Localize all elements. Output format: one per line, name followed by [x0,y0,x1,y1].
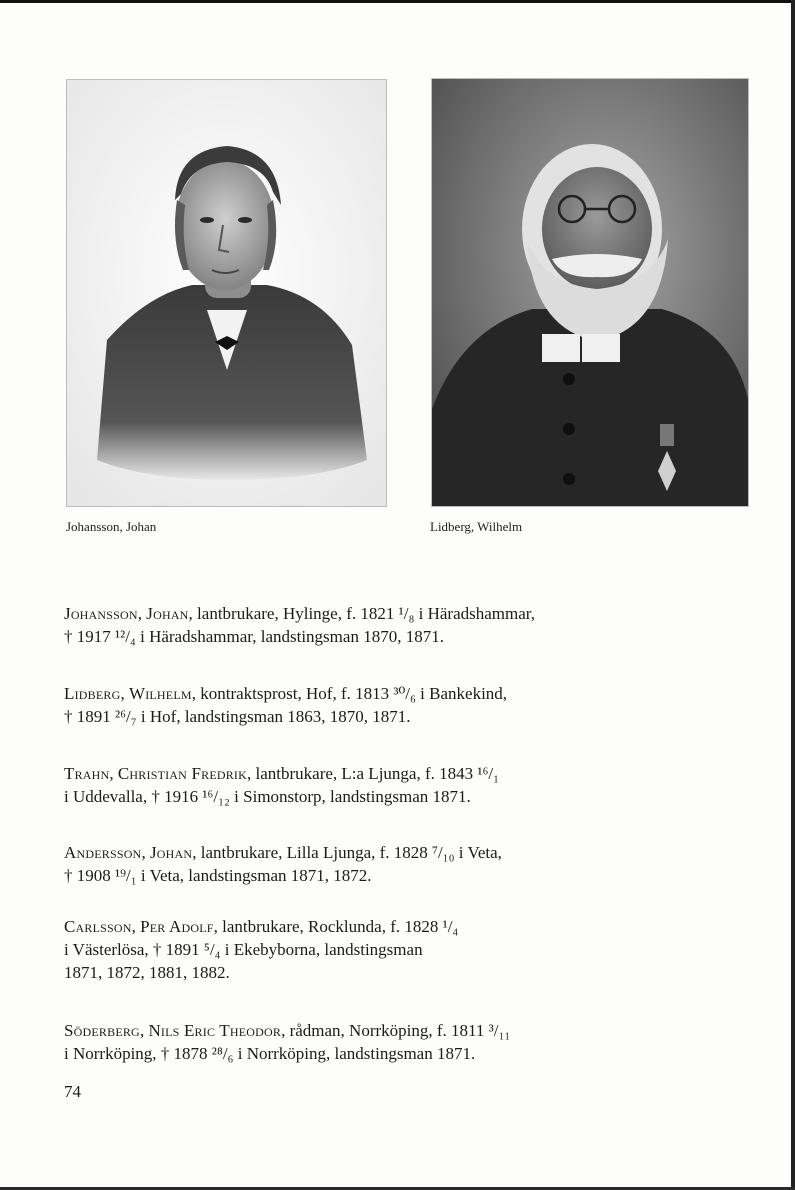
entry-line: Andersson, Johan, lantbrukare, Lilla Ljunga, f. 1828 ⁷/₁₀ i Veta, [64,843,502,862]
entry-line: i Uddevalla, † 1916 ¹⁶/₁₂ i Simonstorp, landstingsman 1871. [64,787,471,806]
entry-surname: Trahn [64,764,110,783]
entry-text: , rådman, Norrköping, f. 1811 ³/₁₁ [281,1021,511,1040]
entry-line: Lidberg, Wilhelm, kontraktsprost, Hof, f. 1813 ³⁰/₆ i Bankekind, [64,684,508,703]
entry-line: † 1908 ¹⁹/₁ i Veta, landstingsman 1871, 1872. [64,866,372,885]
page-number: 74 [64,1082,81,1101]
entry-surname: Andersson [64,843,142,862]
entry-text: , lantbrukare, Hylinge, f. 1821 ¹/₈ i Häradshammar, [188,604,536,623]
page-frame-right [791,0,795,1190]
photo-caption-right: Lidberg, Wilhelm [430,519,523,534]
entry-given-name: Christian Fredrik [117,764,247,783]
page-frame-top [0,0,795,3]
entry-text: , kontraktsprost, Hof, f. 1813 ³⁰/₆ i Bankekind, [191,684,508,703]
entry-given-name: Per Adolf [140,917,214,936]
photo-caption-left: Johansson, Johan [66,519,157,534]
entry-line: † 1891 ²⁶/₇ i Hof, landstingsman 1863, 1870, 1871. [64,707,411,726]
portrait-johansson [66,79,387,507]
entry-text: , lantbrukare, Rocklunda, f. 1828 ¹/₄ [213,917,459,936]
entry-line: Carlsson, Per Adolf, lantbrukare, Rocklunda, f. 1828 ¹/₄ [64,917,459,936]
entry-lidberg [64,682,584,728]
entry-andersson [64,841,584,887]
entry-surname: Söderberg [64,1021,140,1040]
entry-given-name: Johan [149,843,193,862]
entry-surname: Carlsson [64,917,132,936]
entry-line: Johansson, Johan, lantbrukare, Hylinge, f. 1821 ¹/₈ i Häradshammar, [64,604,536,623]
portrait-lidberg [431,78,749,507]
entry-line: i Västerlösa, † 1891 ⁵/₄ i Ekebyborna, landstingsman [64,940,423,959]
entry-line: 1871, 1872, 1881, 1882. [64,963,230,982]
entry-carlsson [64,915,584,984]
entry-given-name: Johan [146,604,189,623]
entry-johansson [64,602,584,648]
entry-soderberg [64,1019,584,1065]
entry-surname: Johansson [64,604,138,623]
entry-line: † 1917 ¹²/₄ i Häradshammar, landstingsman 1870, 1871. [64,627,444,646]
entry-line: i Norrköping, † 1878 ²⁸/₆ i Norrköping, landstingsman 1871. [64,1044,476,1063]
entry-text: , lantbrukare, Lilla Ljunga, f. 1828 ⁷/₁₀ i Veta, [192,843,502,862]
entry-surname: Lidberg [64,684,121,703]
entry-text: , lantbrukare, L:a Ljunga, f. 1843 ¹⁶/₁ [247,764,500,783]
entry-line: Trahn, Christian Fredrik, lantbrukare, L:a Ljunga, f. 1843 ¹⁶/₁ [64,764,500,783]
entry-line: Söderberg, Nils Eric Theodor, rådman, Norrköping, f. 1811 ³/₁₁ [64,1021,511,1040]
entry-trahn [64,762,584,808]
entry-given-name: Wilhelm [128,684,192,703]
entry-given-name: Nils Eric Theodor [148,1021,282,1040]
